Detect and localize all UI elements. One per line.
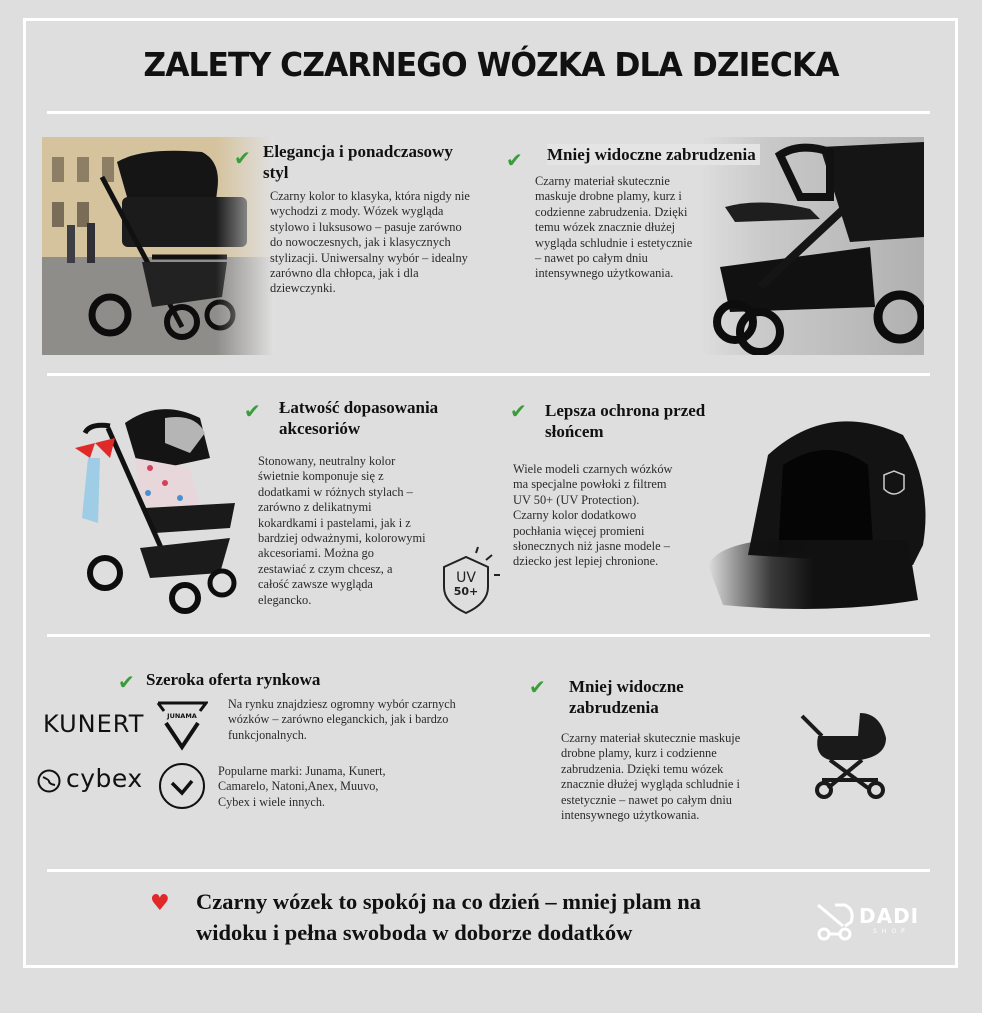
heart-icon: ♥ bbox=[150, 891, 170, 916]
pram-icon bbox=[800, 708, 890, 800]
black-carrycot-canopy-photo bbox=[708, 405, 933, 615]
uv-badge-line2: 50+ bbox=[453, 585, 479, 598]
section-body-market-2: Popularne marki: Junama, Kunert, Camarelo, Natoni,Anex, Muuvo, Cybex i wiele innych. bbox=[218, 764, 386, 809]
stroller-with-red-bow-photo bbox=[70, 398, 245, 616]
cybex-mark-icon bbox=[36, 768, 62, 794]
section-body-dirt: Czarny materiał skutecznie maskuje drobne plamy, kurz i codzienne zabrudzenia. Dzięki temu wózek znacznie dłużej wygląda schludnie i estetycznie – nawet po całym dniu intensywnego użytkowania. bbox=[535, 174, 693, 281]
uv-shield-icon bbox=[440, 543, 504, 615]
divider-3 bbox=[47, 869, 930, 872]
section-body-accessories: Stonowany, neutralny kolor świetnie komponuje się z dodatkami w różnych stylach – zarówno z delikatnymi kokardkami i pastelami, jak i z bardziej odważnymi, kolorowymi akcesoriami. Można go zestawiać z czym chcesz, a całość zawsze wygląda elegancko. bbox=[258, 454, 426, 607]
section-heading-sun: Lepsza ochrona przed słońcem bbox=[545, 401, 706, 441]
dadi-brand-subtext: SHOP bbox=[873, 928, 910, 935]
section-body-sun: Wiele modeli czarnych wózków ma specjalne powłoki z filtrem UV 50+ (UV Protection). Czarny kolor dodatkowo pochłania więcej promieni słonecznych niż jasne modele – dziecko jest lepiej chronione. bbox=[513, 462, 673, 569]
black-stroller-closeup-photo bbox=[700, 137, 924, 355]
check-icon: ✔ bbox=[506, 148, 523, 172]
check-icon: ✔ bbox=[244, 399, 261, 423]
brand-logo-circle-check-icon bbox=[157, 761, 207, 811]
brand-logo-junama: JUNAMA bbox=[156, 701, 208, 751]
section-heading-dirt: Mniej widoczne zabrudzenia bbox=[547, 144, 760, 165]
section-heading-elegance: Elegancja i ponadczasowy styl bbox=[263, 142, 453, 182]
divider-top bbox=[47, 111, 930, 114]
section-body-dirt-2: Czarny materiał skutecznie maskuje drobne plamy, kurz i codzienne zabrudzenia. Dzięki temu wózek znacznie dłużej wygląda schludnie i estetycznie – nawet po całym dniu intensywnego użytkowania. bbox=[561, 731, 741, 823]
section-heading-accessories: Łatwość dopasowania akcesoriów bbox=[279, 398, 439, 438]
uv-badge-line1: UV bbox=[456, 570, 476, 586]
divider-2 bbox=[47, 634, 930, 637]
dadi-shop-logo bbox=[815, 900, 935, 942]
check-icon: ✔ bbox=[510, 399, 527, 423]
check-icon: ✔ bbox=[529, 675, 546, 699]
brand-logo-kunert: KUNERT bbox=[43, 710, 145, 738]
brand-logo-cybex: cybex bbox=[66, 764, 143, 793]
check-icon: ✔ bbox=[234, 146, 251, 170]
page-title: ZALETY CZARNEGO WÓZKA DLA DZIECKA bbox=[143, 45, 839, 84]
dadi-brand-text: DADI bbox=[859, 904, 920, 928]
section-heading-dirt-2: Mniej widoczne zabrudzenia bbox=[569, 677, 684, 717]
check-icon: ✔ bbox=[118, 670, 135, 694]
section-heading-market: Szeroka oferta rynkowa bbox=[146, 670, 321, 689]
section-body-elegance: Czarny kolor to klasyka, która nigdy nie wychodzi z mody. Wózek wygląda stylowo i luksusowo – pasuje zarówno do nowoczesnych, jak i klasycznych stylizacji. Uniwersalny wybór – idealny zarówno dla chłopca, jak i dla dziewczynki. bbox=[270, 189, 470, 296]
section-body-market-1: Na rynku znajdziesz ogromny wybór czarnych wózków – zarówno eleganckich, jak i bardzo funkcjonalnych. bbox=[228, 697, 456, 742]
footer-tagline: Czarny wózek to spokój na co dzień – mniej plam na widoku i pełna swoboda w doborze dodatków bbox=[196, 889, 701, 945]
divider-1 bbox=[47, 373, 930, 376]
